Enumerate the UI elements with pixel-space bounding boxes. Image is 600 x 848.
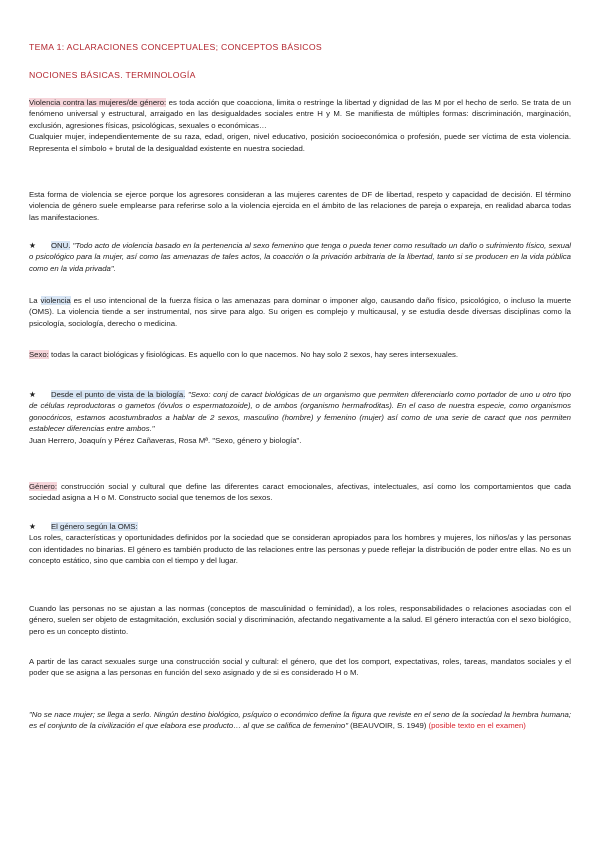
paragraph-forma-violencia: Esta forma de violencia se ejerce porque los agresores consideran a las mujeres carentes de DF de libertad, respeto y capacidad de decisión. El término violencia de género suele emplearse para referirse solo a la violencia ejercida en el ámbito de las relaciones de pareja o expareja, en realidad abarca todas las manifestaciones. xyxy=(29,190,571,222)
paragraph-onu xyxy=(29,240,571,274)
label-oms: El género según la OMS: xyxy=(51,522,138,531)
star-icon: ★ xyxy=(29,390,36,399)
paragraph-beauvoir xyxy=(29,709,571,732)
paragraph-genero xyxy=(29,481,571,504)
term-violencia: violencia xyxy=(40,296,71,305)
label-onu: ONU. xyxy=(51,241,71,250)
exam-note: (posible texto en el examen) xyxy=(426,721,526,731)
term-violencia-genero: Violencia contra las mujeres/de género: xyxy=(29,98,167,107)
definition-sexo: todas la caract biológicas y fisiológicas. Es aquello con lo que nacemos. No hay solo 2 sexos, hay seres intersexuales. xyxy=(48,350,459,359)
definition-genero: construcción social y cultural que define las diferentes caract emocionales, afectivas, intelectuales, así como los comportamientos que cada sociedad asigna a H o M. Constructo social que tenemos de los sexos. xyxy=(29,482,571,503)
definition-violencia: es el uso intencional de la fuerza física o las amenazas para dominar o imponer algo, causando daño físico, psicológico, o incluso la muerte (OMS). La violencia tiende a ser instrumental, nos sirve para algo. Su origen es complejo y multicausal, y se estudia desde diversas disciplinas como la psicología, sociología, derecho o medicina. xyxy=(29,296,572,328)
term-genero: Género: xyxy=(29,482,58,491)
paragraph-violencia-genero xyxy=(29,97,571,154)
violencia-prefix: La xyxy=(29,296,41,305)
definition-oms: Los roles, características y oportunidades definidos por la sociedad que se consideran apropiados para los hombres y mujeres, los niños/as y las personas con identidades no binarias. El género es también producto de las relaciones entre las personas y puede reflejar la distribución de poder entre ellas. No es un concepto estático, sino que cambia con el tiempo y del lugar. xyxy=(29,533,571,566)
page-title: TEMA 1: ACLARACIONES CONCEPTUALES; CONCEPTOS BÁSICOS xyxy=(29,42,323,52)
paragraph-caract-sexuales: A partir de las caract sexuales surge una construcción social y cultural: el género, que det los comport, expectativas, roles, tareas, mandatos sociales y el poder que se asigna a las personas en función del sexo asignado y de si es considerado H o M. xyxy=(29,657,571,678)
label-biologia: Desde el punto de vista de la biología. xyxy=(51,390,186,399)
paragraph-cualquier-mujer: Cualquier mujer, independientemente de su raza, edad, origen, nivel educativo, posición socioeconómica o profesión, puede ser víctima de esta violencia. Representa el símbolo + brutal de la desigualdad existente en nuestra sociedad. xyxy=(29,132,571,153)
citation-herrero: Juan Herrero, Joaquín y Pérez Cañaveras, Rosa Mª. "Sexo, género y biología". xyxy=(29,435,302,445)
paragraph-violencia xyxy=(29,295,571,329)
definition-violencia-genero: es toda acción que coacciona, limita o restringe la libertad y dignidad de las M por el hecho de serlo. Se trata de un fenómeno universal y estructural, arraigado en las desigualdades sociales entre H y M. Se manifiesta de múltiples formas: discriminación, marginación, exclusión, agresiones físicas, psicológicas, sexuales o económicas… xyxy=(29,98,571,130)
section-heading: NOCIONES BÁSICAS. TERMINOLOGÍA xyxy=(29,70,196,80)
quote-biologia: "Sexo: conj de caract biológicas de un organismo que permiten diferenciarlo como portador de uno u otro tipo de células reproductoras o gametos (óvulos o espermatozoide), o de ambos (organismo hermafroditas). En el caso de nuestra especie, como organismos gonocóricos, estamos acostumbrados a hablar de 2 sexos, masculino (hombre) y femenino (mujer) así como de una serie de caract que nos permiten establecer diferencias entre ambos." xyxy=(29,390,571,434)
paragraph-oms xyxy=(29,521,571,567)
quote-beauvoir: "No se nace mujer; se llega a serlo. Ningún destino biológico, psíquico o económico define la figura que reviste en el seno de la sociedad la hembra humana; es el conjunto de la civilización el que elabora ese producto… al que se califica de femenino" xyxy=(29,710,571,731)
term-sexo: Sexo: xyxy=(29,350,49,359)
paragraph-biologia xyxy=(29,389,571,446)
citation-beauvoir: (BEAUVOIR, S. 1949) xyxy=(347,721,427,731)
paragraph-sexo xyxy=(29,349,571,360)
star-icon: ★ xyxy=(29,241,36,250)
quote-onu: "Todo acto de violencia basado en la pertenencia al sexo femenino que tenga o pueda tener como resultado un daño o sufrimiento físico, sexual o psicológico para la mujer, así como las amenazas de tales actos, la coacción o la privación arbitraria de la libertad, tanto si se producen en la vida pública como en la vida privada". xyxy=(29,241,571,273)
star-icon: ★ xyxy=(29,522,36,531)
paragraph-normas: Cuando las personas no se ajustan a las normas (conceptos de masculinidad o feminidad), a los roles, responsabilidades o relaciones asociadas con el género, suelen ser objeto de estagmitación, exclusión social y discriminación, afectando negativamente a la salud. El género interactúa con el sexo biológico, pero es un concepto distinto. xyxy=(29,604,571,636)
